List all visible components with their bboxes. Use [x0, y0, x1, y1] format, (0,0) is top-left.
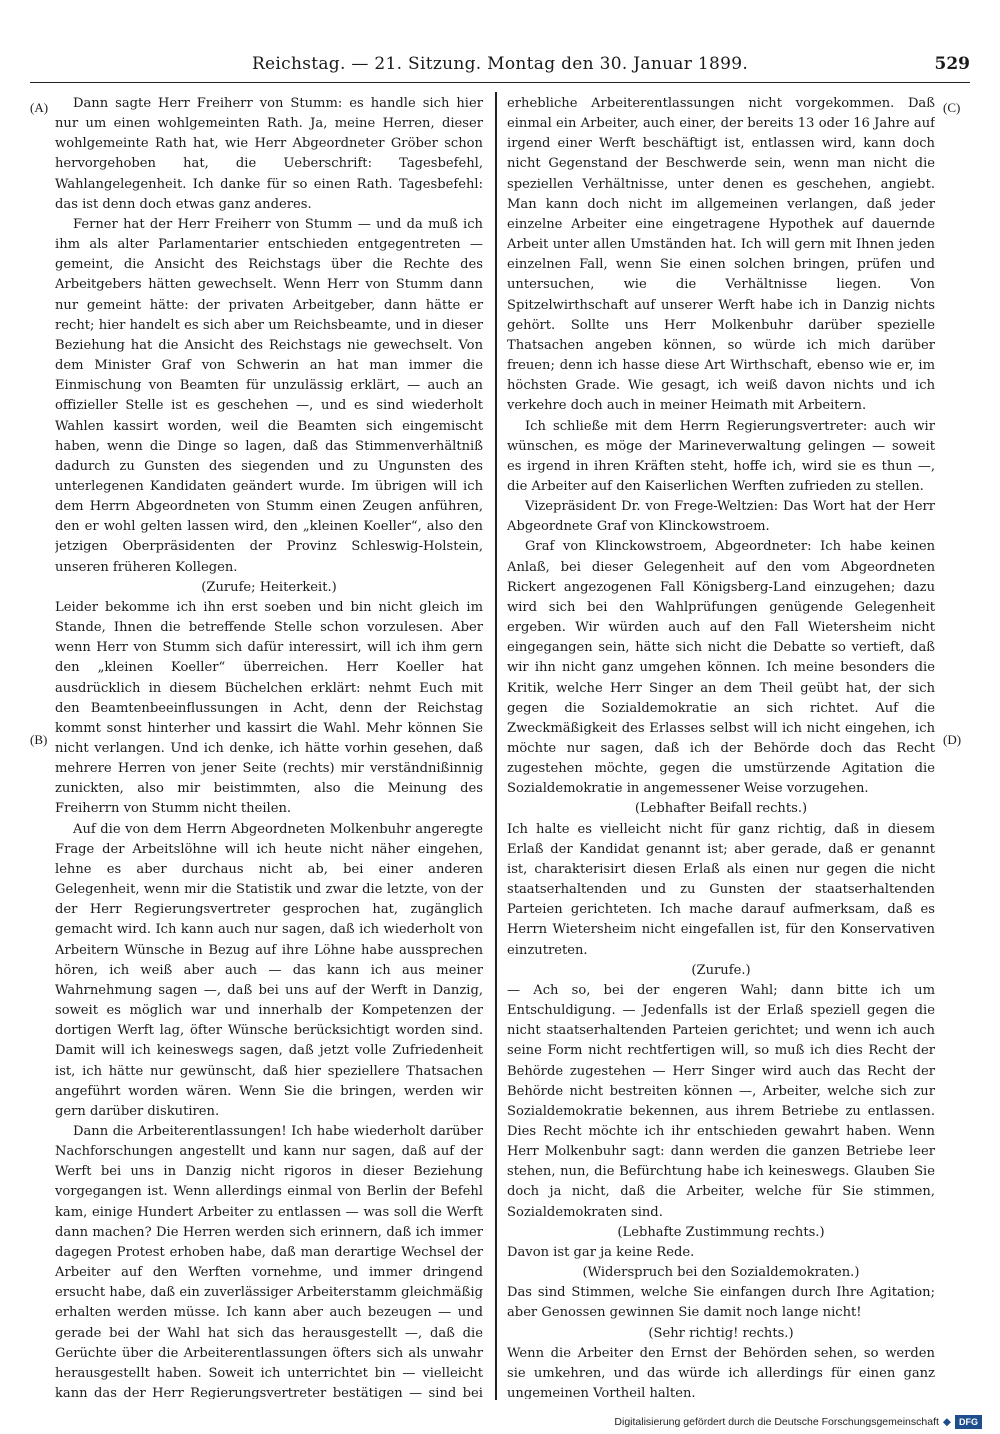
page-header — [30, 52, 970, 83]
paragraph: Auf die von dem Herrn Abgeordneten Molkenbuhr angeregte Frage der Arbeitslöhne will ich heute nicht näher eingehen, lehne es aber durchaus nicht ab, bei einer anderen Gelegenheit, wenn mir die Statistik und zwar die letzte, von der der Herr Regierungsvertreter gesprochen hat, zugänglich gemacht wird. Ich kann auch nur sagen, daß ich wiederholt von Arbeitern Wünsche in Bezug auf ihre Löhne habe aussprechen hören, ich weiß aber auch — das kann ich aus meiner Wahrnehmung sagen —, daß bei uns auf der Werft in Danzig, soweit es möglich war und innerhalb der Kompetenzen der dortigen Werft lag, öfter Wünsche berücksichtigt worden sind. Damit will ich keineswegs sagen, daß jetzt volle Zufriedenheit ist, ich hätte nur gewünscht, daß hier speziellere Thatsachen angeführt worden wären. Wenn Sie die bringen, werden wir gern darüber diskutiren. — [55, 821, 483, 1119]
paragraph: (Zurufe; Heiterkeit.) — [201, 579, 337, 595]
column-divider — [495, 92, 497, 1400]
left-text-column — [55, 94, 483, 1399]
margin-marker-d: (D) — [943, 732, 962, 747]
paragraph: (Lebhafte Zustimmung rechts.) — [617, 1224, 825, 1240]
paragraph: (Sehr richtig! rechts.) — [648, 1325, 794, 1341]
paragraph: Graf von Klinckowstroem, Abgeordneter: Ich habe keinen Anlaß, bei dieser Gelegenheit auf den vom Abgeordneten Rickert angezogenen Fall Königsberg-Land einzugehen; dazu wird sich bei den Wahlprüfungen genügende Gelegenheit ergeben. Wir würden auch auf den Fall Wietersheim nicht eingegangen sein, hätte sich nicht die Debatte so vertieft, daß wir ihn nicht ganz umgehen können. Ich meine besonders die Kritik, welche Herr Singer an dem Theil geübt hat, der sich gegen die Sozialdemokratie an sich richtet. Auf die Zweckmäßigkeit des Erlasses selbst will ich nicht eingehen, ich möchte nur sagen, daß ich der Behörde doch das Recht zugestehen möchte, gegen die umstürzende Agitation die Sozialdemokratie in angemessener Weise vorzugehen. — [507, 539, 935, 797]
right-text-column — [507, 94, 935, 1399]
paragraph: (Zurufe.) — [691, 962, 751, 978]
paragraph: erhebliche Arbeiterentlassungen nicht vorgekommen. Daß einmal ein Arbeiter, auch einer, der bereits 13 oder 16 Jahre auf irgend einer Werft beschäftigt ist, entlassen wird, kann doch nicht Gegenstand der Beschwerde sein, wenn man nicht die speziellen Verhältnisse, unter denen es geschehen, angiebt. Man kann doch nicht im allgemeinen verlangen, daß jeder einzelne Arbeiter eine eingetragene Hypothek auf dauernde Arbeit unter allen Umständen hat. Ich will gern mit Ihnen jeden einzelnen Fall, wenn Sie einen solchen bringen, prüfen und untersuchen, wie die Verhältnisse liegen. Von Spitzelwirthschaft auf unserer Werft habe ich in Danzig nichts gehört. Sollte uns Herr Molkenbuhr darüber spezielle Thatsachen angeben können, so würde ich mich darüber freuen; denn ich hasse diese Art Wirthschaft, ebenso wie er, im höchsten Grade. Wie gesagt, ich weiß davon nichts und ich verkehre doch auch in meiner Heimath mit Arbeitern. — [507, 96, 935, 414]
margin-marker-c: (C) — [943, 100, 961, 115]
dfg-logo: DFG — [955, 1415, 982, 1429]
paragraph: Ferner hat der Herr Freiherr von Stumm — und da muß ich ihm als alter Parlamentarier entschieden entgegentreten — gemeint, die Ansicht des Reichstags über die Rechte des Arbeitgebers hätten gewechselt. Wenn Herr von Stumm dann nur gemeint hätte: der privaten Arbeitgeber, dann hätte er recht; hier handelt es sich aber um Reichsbeamte, und in dieser Beziehung hat die Ansicht des Reichstags nie gewechselt. Von dem Minister Graf von Schwerin an hat man immer die Einmischung von Beamten für unzulässig erklärt, — auch an offizieller Stelle ist es geschehen —, und es sind wiederholt Wahlen kassirt worden, weil die Beamten sich eingemischt haben, wenn die Dinge so lagen, daß das Stimmenverhältniß dadurch zu Gunsten des siegenden und zu Ungunsten des unterlegenen Kandidaten geändert wurde. Im übrigen will ich dem Herrn Abgeordneten von Stumm einen Zeugen anführen, den er wohl gelten lassen wird, den „kleinen Koeller“, also den jetzigen Oberpräsidenten der Provinz Schleswig-Holstein, unseren früheren Kollegen. — [55, 216, 483, 575]
paragraph: Davon ist gar ja keine Rede. — [507, 1244, 695, 1260]
paragraph: Ich schließe mit dem Herrn Regierungsvertreter: auch wir wünschen, es möge der Marineverwaltung gelingen — soweit es irgend in ihren Kräften steht, hoffe ich, wird sie es thun —, die Arbeiter auf den Kaiserlichen Werften zufrieden zu stellen. — [507, 418, 935, 494]
paragraph: Vizepräsident Dr. von Frege-Weltzien: Das Wort hat der Herr Abgeordnete Graf von Klinckowstroem. — [507, 499, 935, 535]
footer-credit: Digitalisierung gefördert durch die Deutsche Forschungsgemeinschaft — [614, 1416, 939, 1428]
page-number: 529 — [934, 54, 970, 74]
paragraph: — Ach so, bei der engeren Wahl; dann bitte ich um Entschuldigung. — Jedenfalls ist der Erlaß speziell gegen die nicht staatserhaltenden Parteien gerichtet; und wenn ich auch seine Form nicht rechtfertigen will, so muß ich dies Recht der Behörde zugestehen — Herr Singer wird auch das Recht der Behörde nicht bestreiten können —, Arbeiter, welche sich zur Sozialdemokratie bekennen, aus ihrem Betriebe zu entlassen. Dies Recht möchte ich ihr entschieden gewahrt haben. Wenn Herr Molkenbuhr sagt: dann werden die ganzen Betriebe leer stehen, nun, die Befürchtung habe ich keineswegs. Glauben Sie doch ja nicht, daß die Arbeiter, welche für Sie stimmen, Sozialdemokraten sind. — [507, 982, 935, 1220]
page-footer — [614, 1415, 982, 1429]
paragraph: (Widerspruch bei den Sozialdemokraten.) — [582, 1265, 860, 1281]
paragraph: Ich halte es vielleicht nicht für ganz richtig, daß in diesem Erlaß der Kandidat genannt ist; aber gerade, daß er genannt ist, charakterisirt diesen Erlaß als einen nur gegen die nicht staatserhaltenden und zu Gunsten der staatserhaltenden Parteien gerichteten. Ich mache darauf aufmerksam, daß es Herrn Wietersheim nicht eingefallen ist, für den Konservativen einzutreten. — [507, 821, 935, 958]
footer-bullet-icon: ◆ — [942, 1416, 951, 1428]
margin-marker-a: (A) — [30, 100, 49, 115]
margin-marker-b: (B) — [30, 732, 48, 747]
paragraph: Das sind Stimmen, welche Sie einfangen durch Ihre Agitation; aber Genossen gewinnen Sie damit noch lange nicht! — [507, 1285, 935, 1321]
running-title: Reichstag. — 21. Sitzung. Montag den 30. Januar 1899. — [251, 54, 749, 74]
paragraph: (Lebhafter Beifall rechts.) — [634, 801, 808, 817]
paragraph: Dann sagte Herr Freiherr von Stumm: es handle sich hier nur um einen wohlgemeinten Rath. Ja, meine Herren, dieser wohlgemeinte Rath hat, wie Herr Abgeordneter Gröber schon hervorgehoben hat, die Ueberschrift: Tagesbefehl, Wahlangelegenheit. Ich danke für so einen Rath. Tagesbefehl: das ist denn doch etwas ganz anderes. — [55, 96, 483, 212]
paragraph: Dann die Arbeiterentlassungen! Ich habe wiederholt darüber Nachforschungen angestellt und kann nur sagen, daß auf der Werft bei uns in Danzig nicht rigoros in dieser Beziehung vorgegangen ist. Wenn allerdings einmal von Berlin der Befehl kam, einige Hundert Arbeiter zu entlassen — was soll die Werft dann machen? Die Herren werden sich erinnern, daß ich immer dagegen Protest erhoben habe, daß man derartige Wechsel der Arbeiter auf den Werften vornehme, und immer dringend ersucht habe, daß ein zuverlässiger Arbeiterstamm gleichmäßig erhalten werden müsse. Ich kann aber auch bezeugen — und gerade bei der Wahl hat sich das herausgestellt —, daß die Gerüchte über die Arbeiterentlassungen öfters sich als unwahr herausgestellt haben. Soweit ich unterrichtet bin — vielleicht kann das der Herr Regierungsvertreter bestätigen — sind bei — [55, 1123, 483, 1399]
paragraph: Wenn die Arbeiter den Ernst der Behörden sehen, so werden sie umkehren, und das würde ich allerdings für einen ganz ungemeinen Vortheil halten. — [507, 1345, 935, 1399]
paragraph: Leider bekomme ich ihn erst soeben und bin nicht gleich im Stande, Ihnen die betreffende Stelle schon vorzulesen. Aber wenn Herr von Stumm sich dafür interessirt, will ich ihm gern den „kleinen Koeller“ überreichen. Herr Koeller hat ausdrücklich in diesem Büchelchen erklärt: nehmt Euch mit den Beamtenbeeinflussungen in Acht, denn der Reichstag kommt sonst hinterher und kassirt die Wahl. Mehr können Sie nicht verlangen. Und ich denke, ich hätte vorhin gesehen, daß mehrere Herren von jener Seite (rechts) mir verständnißinnig zunickten, also mir beistimmten, also die Meinung des Freiherrn von Stumm nicht theilen. — [55, 599, 483, 817]
